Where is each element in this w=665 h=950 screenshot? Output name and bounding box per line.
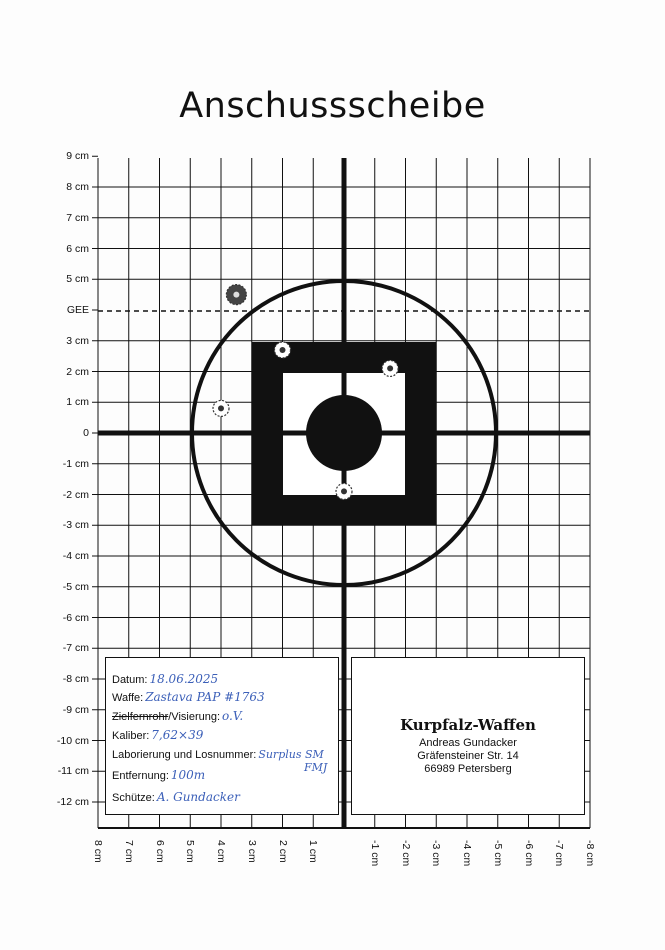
shot-hole: [382, 360, 398, 376]
x-axis-label: -8 cm: [584, 840, 596, 867]
laborierung-value-1: Surplus SM: [258, 748, 324, 761]
x-axis-label: 4 cm: [215, 840, 227, 863]
laborierung-row-2: [302, 761, 327, 775]
visierung-label: /Visierung:: [168, 711, 221, 723]
y-axis-label: -7 cm: [62, 642, 89, 655]
dealer-street: Gräfensteiner Str. 14: [417, 750, 519, 762]
page-title: Anschussscheibe: [179, 86, 486, 126]
y-axis-label: -12 cm: [56, 796, 89, 808]
shot-hole: [213, 400, 229, 416]
x-axis-label: -6 cm: [522, 840, 535, 867]
entfernung-value: 100m: [170, 768, 206, 782]
y-axis-label: -2 cm: [62, 488, 89, 501]
zielfernrohr-label: Zielfernrohr: [112, 711, 169, 723]
dealer-name: Andreas Gundacker: [419, 737, 517, 749]
y-axis-label: 5 cm: [66, 273, 89, 286]
schuetze-row: [112, 790, 240, 805]
visierung-value: o.V.: [222, 709, 244, 723]
y-axis-label: 8 cm: [66, 181, 89, 193]
y-axis-label: -6 cm: [62, 611, 89, 624]
laborierung-label: Laborierung und Losnummer:: [112, 749, 257, 761]
y-axis-label: -5 cm: [62, 580, 89, 593]
y-axis-label: GEE: [66, 304, 89, 316]
dealer-card: [351, 657, 585, 815]
x-axis-label: -4 cm: [461, 840, 473, 867]
dealer-logo: Kurpfalz-Waffen: [400, 716, 536, 734]
x-axis-label: -1 cm: [368, 840, 381, 867]
schuetze-value: A. Gundacker: [156, 790, 240, 804]
x-axis-label: 6 cm: [153, 840, 166, 863]
dealer-city: 66989 Petersberg: [424, 763, 512, 775]
y-axis-label: -1 cm: [62, 457, 89, 470]
y-axis-label: 2 cm: [66, 365, 89, 378]
kaliber-value: 7,62×39: [151, 728, 204, 742]
y-axis-label: 7 cm: [66, 211, 89, 224]
waffe-value: Zastava PAP #1763: [145, 690, 265, 704]
y-axis-label: 0: [83, 427, 89, 439]
y-axis-label: -4 cm: [62, 550, 89, 562]
y-axis-label: -11 cm: [57, 765, 89, 778]
shot-hole: [336, 483, 352, 499]
bullseye: [306, 395, 382, 471]
x-axis-label: -5 cm: [491, 840, 504, 867]
kaliber-row: [112, 728, 203, 743]
waffe-label: Waffe:: [112, 692, 144, 704]
x-axis-label: -3 cm: [430, 840, 443, 867]
datum-label: Datum:: [112, 674, 148, 686]
y-axis-label: -3 cm: [62, 519, 89, 532]
x-axis-label: 7 cm: [122, 840, 135, 863]
info-card: [105, 657, 339, 815]
kaliber-label: Kaliber:: [112, 730, 150, 742]
waffe-row: [112, 690, 265, 705]
entfernung-label: Entfernung:: [112, 770, 169, 782]
x-axis-label: 3 cm: [245, 840, 258, 863]
shot-hole: [275, 342, 291, 358]
shot-hole: [226, 285, 246, 305]
entfernung-row: [112, 768, 205, 783]
y-axis-label: 1 cm: [66, 396, 89, 409]
datum-row: [112, 672, 218, 687]
x-axis-label: 2 cm: [276, 840, 289, 863]
x-axis-label: 8 cm: [92, 840, 104, 863]
y-axis-label: 6 cm: [66, 242, 89, 255]
laborierung-value-2: FMJ: [304, 761, 328, 774]
visierung-row: [112, 709, 243, 724]
y-axis-label: 3 cm: [66, 334, 89, 347]
y-axis-label: 9 cm: [66, 150, 89, 163]
x-axis-label: 1 cm: [307, 840, 320, 863]
x-axis-label: -7 cm: [553, 840, 566, 867]
datum-value: 18.06.2025: [149, 672, 219, 686]
laborierung-row: [112, 748, 324, 762]
y-axis-label: -9 cm: [62, 703, 89, 716]
y-axis-label: -10 cm: [56, 734, 89, 747]
x-axis-label: 5 cm: [184, 840, 197, 863]
x-axis-label: -2 cm: [399, 840, 412, 867]
y-axis-label: -8 cm: [62, 673, 89, 685]
schuetze-label: Schütze:: [112, 792, 155, 804]
